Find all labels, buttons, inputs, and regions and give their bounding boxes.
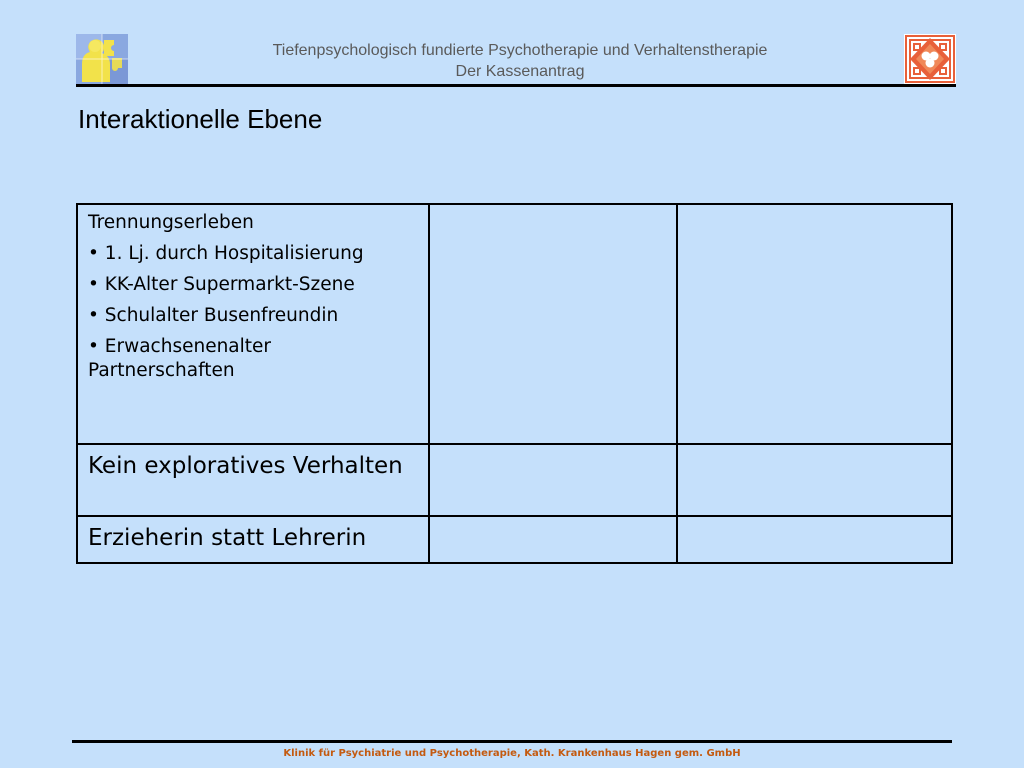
content-table (76, 203, 953, 564)
table-row (77, 444, 952, 516)
table-cell-empty (429, 516, 677, 563)
list-item: • 1. Lj. durch Hospitalisierung (88, 243, 364, 264)
list-item: • Erwachsenenalter Partnerschaften (88, 336, 272, 381)
table-row (77, 204, 952, 444)
presentation-header (140, 40, 900, 82)
table-cell-empty (677, 444, 952, 516)
cell-heading: Trennungserleben (88, 212, 254, 233)
table-cell (77, 204, 429, 444)
slide-title: Interaktionelle Ebene (78, 104, 323, 134)
header-title-line1: Tiefenpsychologisch fundierte Psychotherapie und Verhaltenstherapie (272, 42, 768, 59)
table-cell-empty (677, 204, 952, 444)
header-divider (76, 84, 956, 87)
list-item: • KK-Alter Supermarkt-Szene (88, 274, 355, 295)
table-row (77, 516, 952, 563)
cell-text: Kein exploratives Verhalten (88, 453, 403, 479)
clinic-emblem-icon (904, 34, 956, 84)
cell-text: Erzieherin statt Lehrerin (88, 525, 367, 551)
table-cell (77, 516, 429, 563)
puzzle-figure-icon (76, 34, 128, 84)
header-title-line2: Der Kassenantrag (455, 63, 585, 80)
table-cell-empty (429, 204, 677, 444)
table-cell-empty (677, 516, 952, 563)
footer-text: Klinik für Psychiatrie und Psychotherapie, Kath. Krankenhaus Hagen gem. GmbH (283, 748, 741, 759)
table-cell (77, 444, 429, 516)
footer-divider (72, 740, 952, 743)
list-item: • Schulalter Busenfreundin (88, 305, 339, 326)
table-cell-empty (429, 444, 677, 516)
